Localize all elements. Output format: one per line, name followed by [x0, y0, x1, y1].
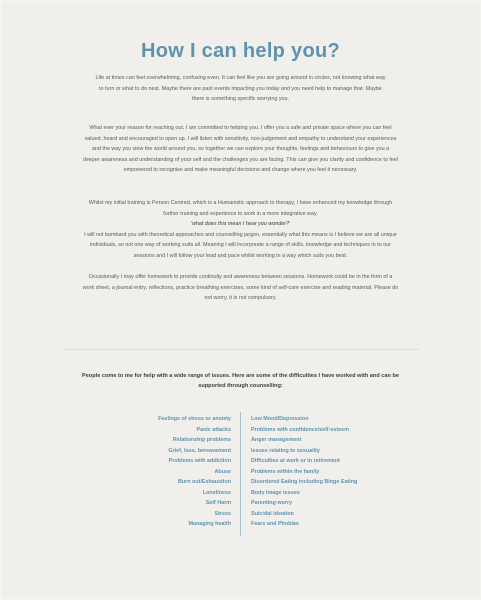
issue-item: Self Harm	[205, 500, 231, 506]
approach-paragraph	[58, 198, 423, 262]
text-line: individuals, so not one way of working suits all. Meaning I will incorporate a range of skills, knowledge and techniques in to our	[90, 242, 391, 249]
text-line: and the way you view the world around you, so together we can explore your thoughts, feelings and behaviours to give you a	[91, 146, 390, 153]
issue-item: Relationship problems	[172, 437, 231, 443]
issue-item: Issues relating to sexuality	[251, 447, 320, 454]
quote-line: 'what does this mean I hear you wonder?'	[190, 221, 291, 228]
issue-item: Suicidal ideation	[251, 510, 294, 517]
issue-item: Parenting worry	[251, 500, 293, 506]
text-line: valued, heard and encouraged to open up. I will listen with sensitivity, non-judgement and empathy to understand your experiences	[84, 135, 397, 142]
text-line: deeper awareness and understanding of your self and the challenges you are facing. This can give you clarity and confidence to feel	[82, 156, 399, 163]
issue-item: Problems within the family	[251, 468, 320, 475]
commitment-paragraph	[58, 123, 423, 176]
text-line: work sheet, a journal entry, reflections, practice breathing exercises, some kind of self-care exercise and reading material. Please do	[82, 284, 399, 291]
text-line: to turn or what to do next. Maybe there are past events impacting you today and you need help to manage that. Maybe	[99, 85, 382, 92]
issue-item: Burn out/Exhaustion	[177, 479, 231, 485]
issue-item: Problems with addiction	[168, 458, 231, 464]
homework-paragraph	[58, 272, 423, 304]
issues-list-right	[251, 414, 357, 530]
issue-item: Grief, loss, bereavement	[168, 447, 231, 454]
intro-paragraph	[58, 73, 423, 105]
page-title: How I can help you?	[140, 40, 341, 62]
text-line: I will not bombard you with theoretical approaches and counselling jargon, essentially what this means is I believe we are all unique	[84, 231, 397, 238]
issue-item: Problems with confidence/self-esteem	[251, 426, 349, 433]
text-line: Occasionally I may offer homework to provide continuity and awareness between sessions. Homework could be in the form of a	[88, 274, 393, 280]
issue-item: Body image issues	[251, 489, 300, 496]
issue-item: Fears and Phobias	[251, 521, 299, 527]
issue-item: Anger management	[251, 437, 302, 443]
text-line: People come to me for help with a wide range of issues. Here are some of the difficulties I have worked with and can be	[81, 373, 400, 379]
issue-item: Managing health	[188, 521, 231, 527]
text-line: empowered to recognise and make meaningful decisions and change where you feel it necessary.	[123, 167, 358, 174]
section-divider	[62, 349, 419, 350]
issue-item: Loneliness	[202, 489, 231, 496]
issue-item: Low Mood/Depression	[251, 416, 309, 422]
issue-item: Difficulties at work or in retirement	[251, 458, 340, 464]
issue-item: Feelings of stress or anxiety	[158, 416, 231, 422]
issue-item: Disordered Eating including Binge Eating	[251, 479, 358, 485]
text-line: not worry, it is not compulsory.	[204, 295, 277, 302]
issue-item: Abuse	[214, 468, 231, 475]
issues-intro	[58, 371, 423, 391]
column-separator	[240, 412, 241, 536]
text-line: there is something specific worrying you.	[191, 96, 290, 103]
issue-item: Stress	[214, 510, 231, 517]
text-line: Whilst my initial training is Person Centred, which is a Humanistic approach to therapy, I have enhanced my knowledge through	[88, 200, 393, 206]
issues-list-left	[158, 414, 231, 530]
text-line: further training and experience to work in a more integrative way.	[163, 210, 318, 217]
text-line: Life at times can feel overwhelming, confusing even. It can feel like you are going around in circles, not knowing what way	[95, 75, 386, 81]
issue-item: Panic attacks	[196, 426, 231, 433]
text-line: What ever your reason for reaching out, I am committed to helping you. I offer you a safe and private space where you can feel	[89, 125, 392, 131]
text-line: sessions and I will follow your lead and pace whilst working in a way which suits you best.	[133, 252, 348, 259]
text-line: supported through counselling:	[198, 383, 283, 389]
